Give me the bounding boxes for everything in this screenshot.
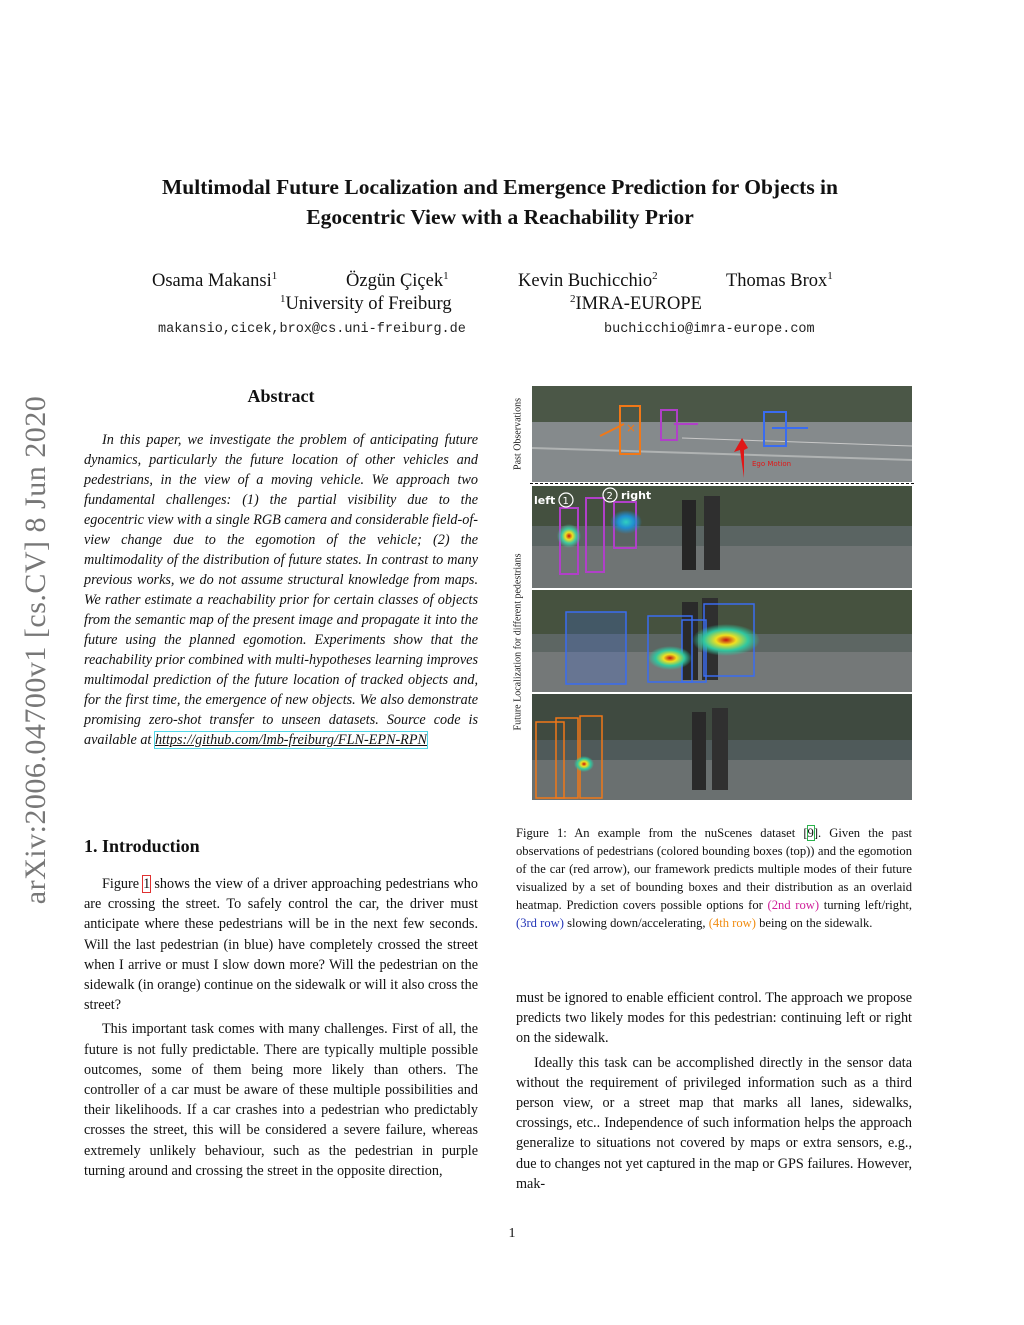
paper-title [80,172,920,232]
row2-heatmap-right [610,510,642,534]
email-2: buchicchio@imra-europe.com [604,322,815,337]
affiliation-1: $^1$University of Freiburg [280,293,452,315]
row4-image [532,694,912,800]
figure-caption: Figure 1: An example from the nuScenes dataset [9]. Given the past observations of pedestrians (colored bounding boxes (top)) and the egomotion of the car (red arrow), our framework predicts multiple modes of their future visualized by a set of bounding boxes and their distribution as an overlaid heatmap. Prediction covers possible options for (2nd row) turning left/right, (3rd row) slowing down/accelerating, (4th row) being on the sidewalk. [516,826,913,930]
row4-heatmap [574,756,594,772]
title-line-2: Egocentric View with a Reachability Prior [306,205,694,229]
source-code-link[interactable]: https://github.com/lmb-freiburg/FLN-EPN-RPN [154,732,427,748]
row3-image [532,590,912,692]
figure-panel-row3 [532,590,912,692]
abstract-heading: Abstract [247,386,315,406]
row3-heatmap-1 [692,624,760,656]
arxiv-stamp [8,360,64,940]
row2-image [532,486,912,588]
figure-1 [508,386,912,800]
email-1: makansio,cicek,brox@cs.uni-freiburg.de [158,322,466,337]
row3-box-1 [566,612,626,684]
intro-column-left [84,874,478,1181]
past-observation-image [532,386,912,482]
intro-paragraph-2: This important task comes with many challenges. First of all, the future is not fully predictable. There are typically multiple possible outcomes, some of them being more likely than others. The controller of a car must be aware of these multiple possibilities and their likelihoods. If a car crashes into a pedestrian who predictably crosses the street, this will be considered a severe failure, whereas extremely unlikely behaviour, such as the pedestrian in purple turning around and crossing the street in the opposite direction, [84,1021,478,1179]
caption-row2: (2nd row) [767,898,820,912]
figure-panel-past [532,386,912,482]
abstract-body [84,430,478,750]
author-3: Kevin Buchicchio$^2$ [518,270,658,292]
caption-row4: (4th row) [708,916,756,930]
figure-panel-row4 [532,694,912,800]
page-number: 1 [508,1226,516,1241]
arxiv-stamp-text: arXiv:2006.04700v1 [cs.CV] 8 Jun 2020 [19,395,52,905]
row2-heatmap-left [557,524,581,548]
author-block [80,268,920,324]
abstract-text: In this paper, we investigate the problem of anticipating future dynamics, particularly the future location of other vehicles and pedestrians, in the view of a moving vehicle. We approach two fundamental challenges: (1) the partial visibility due to the egocentric view with a single RGB camera and considerable field-of-view change due to the egomotion of the vehicle; (2) the multimodality of the distribution of future states. In contrast to many previous works, we do not assume structural knowledge from maps. We rather estimate a reachability prior for certain classes of objects from the semantic map of the present image and propagate it into the future using the planned egomotion. Experiments show that the reachability prior combined with multi-hypotheses learning improves multimodal prediction of the future location of tracked objects and, for the first time, the emergence of new objects. We also demonstrate promising zero-shot transfer to unseen datasets. Source code is available at [84,432,478,748]
intro-paragraph-1: Figure 1 shows the view of a driver approaching pedestrians who are crossing the street. To safely control the car, the driver must anticipate where these pedestrians will be in the next few seconds. Will the last pedestrian (in blue) have completely crossed the street when I arrive or must I slow down more? Will the pedestrian on the sidewalk (in orange) continue on the sidewalk or will it also cross the street? [84,876,479,1014]
svg-text:2: 2 [606,491,613,502]
section-heading: 1. Introduction [84,836,200,856]
figure-row-label-bottom: Future Localization for different pedestrians [512,553,524,731]
title-line-1: Multimodal Future Localization and Emergence Prediction for Objects in [162,175,838,199]
right-paragraph-2: Ideally this task can be accomplished directly in the sensor data without the requirement of privileged information such as a third person view, or a street map that marks all lanes, sidewalks, crossings, etc.. Independence of such information helps the approach generalize to situations not covered by maps or extra sensors, e.g., due to changes not yet captured in the map or GPS failures. However, mak- [516,1054,912,1192]
intro-column-right [516,988,912,1194]
author-1: Osama Makansi$^1$ [152,270,278,292]
figure-ref-link[interactable]: 1 [143,876,151,892]
svg-text:×: × [626,421,637,435]
figure-row-label-top: Past Observations [512,398,524,470]
author-4: Thomas Brox$^1$ [726,270,833,292]
figure-separator [530,483,914,484]
ego-motion-text: Ego Motion [752,460,792,468]
row2-right-label: right [621,489,652,502]
row2-left-label: left [534,494,556,507]
caption-row3: (3rd row) [516,916,564,930]
row3-heatmap-2 [648,646,692,670]
right-paragraph-1: must be ignored to enable efficient control. The approach we propose predicts two likely modes for this pedestrian: continuing left or right on the sidewalk. [516,990,912,1047]
affiliation-2: $^2$IMRA-EUROPE [570,293,702,315]
author-2: Özgün Çiçek$^1$ [346,270,449,292]
citation-link[interactable]: 9 [807,826,814,840]
svg-text:1: 1 [562,496,569,507]
figure-panel-row2 [532,486,912,588]
